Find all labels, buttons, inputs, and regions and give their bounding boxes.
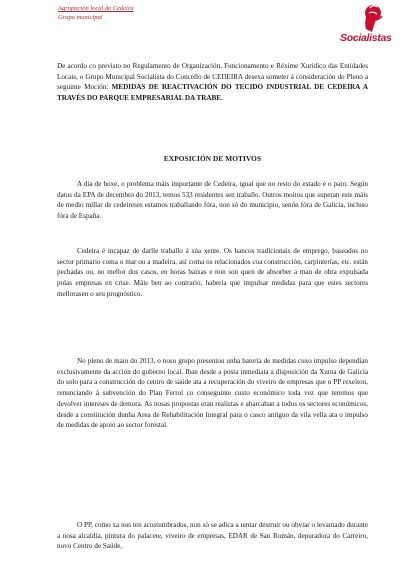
body-paragraph-1 <box>57 179 368 222</box>
org-subtitle: Grupo municipal <box>58 14 103 21</box>
body-paragraph-3 <box>57 356 368 431</box>
rose-fist-icon <box>340 2 400 34</box>
motion-title: MEDIDAS DE REACTIVACIÓN DO TECIDO INDUSTRIAL DE CEDEIRA A TRAVÉS DO PARQUE EMPRESARIAL DA TRABE. <box>57 83 368 103</box>
organization-header <box>58 4 134 22</box>
paragraph-text: Cedeira é incapaz de darlle traballo á súa xente. Os bancos tradicionais de emprego, baseados no sector primario coma o mar ou a madeira, así coma os relacionados coa construcción, carpinterías, etc. están pechadas ou, no mellor dos casos, en horas baixas e non son quen de absorber a man de obra expulsada polas empresas en crise. Máis ben ao contrario, habería que impulsar medidas para que estes sectores mellorasen o seu prognóstico. <box>57 247 368 298</box>
intro-paragraph <box>57 61 368 104</box>
body-paragraph-4 <box>57 520 368 552</box>
paragraph-text: A día de hoxe, o problema máis importante de Cedeira, igual que no resto do estado é o paro. Según datos da EPA de decembro do 2013, temos 533 residentes sen traballo. Outros moitos que superan este máis de medio millar de cedeireses estamos traballando fóra, non só do municipio, senón fóra de Galicia, incluso fóra de España. <box>57 180 368 221</box>
paragraph-text: O PP, como xa nos ten acostumbrados, non só se adica a tentar destruir ou obviar o levantado durante a nosa alcaldía, pintura do palacete, viveiro de empresas, EDAR de San Román, depuradora do Carreiro, novo Centro de Saúde, <box>57 521 368 551</box>
body-paragraph-2 <box>57 246 368 300</box>
org-name: Agrupación local de Cedeira <box>58 5 134 12</box>
intro-text: De acordo co previsto no Regulamento de Organización, Funcionamento e Réxime Xurídico das Entidades Locais, o Grupo Municipal Socialista do Concello de CEDEIRA desexa someter á consideración do Pleno a seguinte Moción: <box>57 62 368 92</box>
paragraph-text: No pleno de maio do 2013, o noso grupo presentou unha batería de medidas cuxo impulso dependían exclusivamente da acción do goberno local. Iban desde a posta inmediata a disposición da Xunta de Galicia do solo para a construcción do centro de saúde ata a recuperación do viveiro de empresas que o PP rexeitou, renunciando á subvención do Plan Ferrol co conseguinte custo económico toda vez que teremos que devolver intereses de demora. As nosas propostas eran realistas e abarcaban a todos os sectores económicos, desde a constitución dunha Area de Rehabilitación Integral para o casco antiguo da vila vella ata o impulso de medidas de apoio ao sector forestal. <box>57 357 368 430</box>
section-heading: EXPOSICIÓN DE MOTIVOS <box>163 154 262 163</box>
party-logo <box>340 2 400 46</box>
logo-wordmark: Socialistas <box>340 32 392 44</box>
